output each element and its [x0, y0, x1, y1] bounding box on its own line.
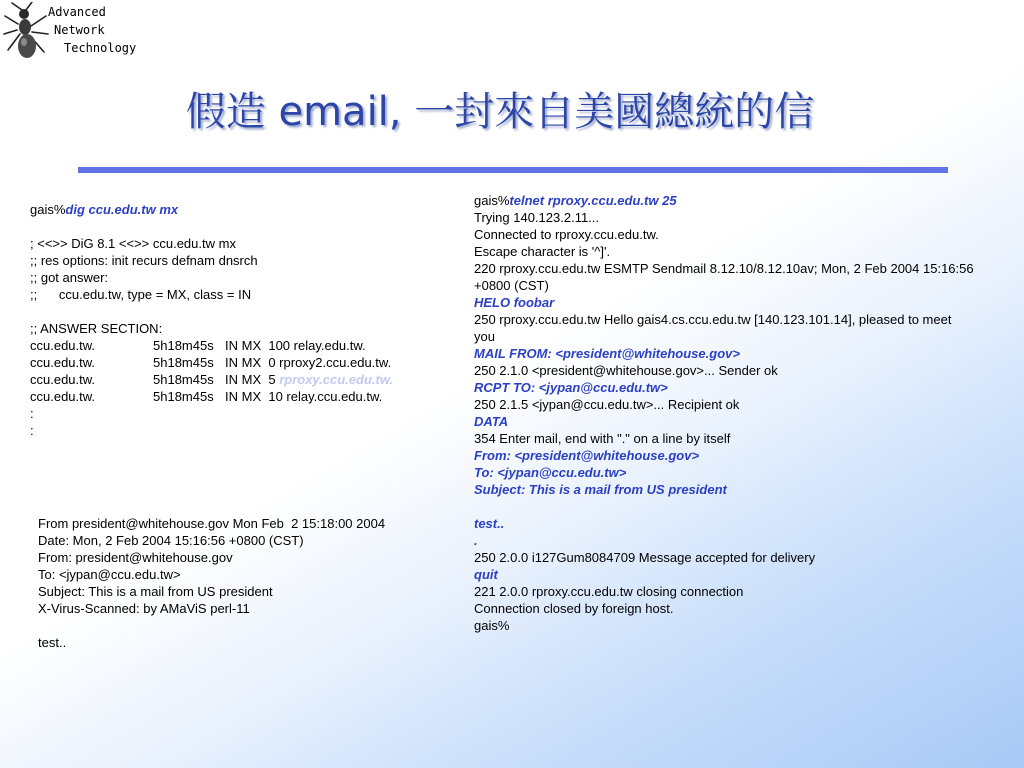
mx-rr: IN MX 0 rproxy2.ccu.edu.tw.: [225, 355, 392, 370]
logo-line-3: Technology: [64, 41, 137, 55]
smtp-response: 220 rproxy.ccu.edu.tw ESMTP Sendmail 8.12.10/8.12.10av; Mon, 2 Feb 2004 15:16:56 +0800 (CST): [474, 261, 974, 293]
smtp-response: 250 2.1.0 <president@whitehouse.gov>... Sender ok: [474, 363, 778, 378]
smtp-line: [474, 192, 974, 209]
smtp-command: Subject: This is a mail from US president: [474, 482, 727, 497]
mx-host: ccu.edu.tw.: [30, 389, 96, 404]
dig-trailing-line: :: [30, 406, 34, 421]
smtp-command: To: <jypan@ccu.edu.tw>: [474, 465, 627, 480]
title-divider: [78, 167, 948, 173]
smtp-line: [474, 294, 974, 311]
smtp-line: [474, 464, 974, 481]
logo-text: [48, 3, 136, 57]
mail-header-block: [38, 515, 385, 651]
mail-header-line: Subject: This is a mail from US president: [38, 584, 273, 599]
dig-output-block: [30, 201, 393, 439]
smtp-line: [474, 532, 974, 549]
dig-header-line: ;; ccu.edu.tw, type = MX, class = IN: [30, 287, 252, 302]
smtp-response: Connected to rproxy.ccu.edu.tw.: [474, 227, 659, 242]
smtp-response: 354 Enter mail, end with "." on a line by itself: [474, 431, 731, 446]
smtp-response: 250 2.0.0 i127Gum8084709 Message accepted for delivery: [474, 550, 816, 565]
shell-prompt: gais%: [30, 202, 66, 217]
smtp-line: [474, 447, 974, 464]
smtp-line: [474, 413, 974, 430]
mx-record-row: [30, 337, 393, 354]
smtp-line: [474, 549, 974, 566]
smtp-command: quit: [474, 567, 498, 582]
smtp-command: DATA: [474, 414, 509, 429]
mail-header-line: From: president@whitehouse.gov: [38, 550, 233, 565]
smtp-line: [474, 430, 974, 447]
logo-line-2: Network: [54, 23, 105, 37]
smtp-response: Connection closed by foreign host.: [474, 601, 674, 616]
smtp-line: [474, 515, 974, 532]
smtp-command: .: [474, 533, 478, 548]
mx-record-row: [30, 354, 393, 371]
shell-prompt: gais%: [474, 193, 510, 208]
logo: [0, 0, 140, 66]
dig-header-line: [30, 218, 393, 235]
smtp-line: [474, 311, 974, 345]
mail-header-line: To: <jypan@ccu.edu.tw>: [38, 567, 181, 582]
logo-line-1: Advanced: [48, 5, 106, 19]
mail-body-line: test..: [38, 635, 67, 650]
smtp-response: 221 2.0.0 rproxy.ccu.edu.tw closing connection: [474, 584, 744, 599]
smtp-line: [474, 481, 974, 498]
smtp-line: [474, 583, 974, 600]
smtp-line: [474, 243, 974, 260]
smtp-command: HELO foobar: [474, 295, 555, 310]
smtp-line: [474, 362, 974, 379]
smtp-response: 250 rproxy.ccu.edu.tw Hello gais4.cs.ccu.edu.tw [140.123.101.14], pleased to meet you: [474, 312, 952, 344]
dig-command-line: [30, 201, 393, 218]
mail-header-line: From president@whitehouse.gov Mon Feb 2 15:18:00 2004: [38, 516, 386, 531]
smtp-line: [474, 379, 974, 396]
dig-trailing-line: :: [30, 423, 34, 438]
mail-header-line: X-Virus-Scanned: by AMaViS perl-11: [38, 601, 250, 616]
mx-rr: IN MX 5: [225, 372, 280, 387]
dig-command: dig ccu.edu.tw mx: [65, 202, 179, 217]
dig-header-line: ;; res options: init recurs defnam dnsrch: [30, 253, 258, 268]
smtp-line: [474, 226, 974, 243]
smtp-command: test..: [474, 516, 505, 531]
smtp-line: [474, 396, 974, 413]
mx-rr: IN MX 100 relay.edu.tw.: [225, 338, 366, 353]
smtp-command: MAIL FROM: <president@whitehouse.gov>: [474, 346, 740, 361]
smtp-command: RCPT TO: <jypan@ccu.edu.tw>: [474, 380, 668, 395]
slide-title: 假造 email, 一封來自美國總統的信: [185, 89, 815, 135]
smtp-response: Escape character is '^]'.: [474, 244, 611, 259]
mx-record-row: [30, 388, 393, 405]
smtp-response: Trying 140.123.2.11...: [474, 210, 600, 225]
mx-host: ccu.edu.tw.: [30, 338, 96, 353]
smtp-command: telnet rproxy.ccu.edu.tw 25: [509, 193, 677, 208]
smtp-line: [474, 566, 974, 583]
smtp-line: [474, 498, 974, 515]
mx-rr: IN MX 10 relay.ccu.edu.tw.: [225, 389, 383, 404]
smtp-command: From: <president@whitehouse.gov>: [474, 448, 700, 463]
mx-host: ccu.edu.tw.: [30, 355, 96, 370]
mx-ttl: 5h18m45s: [153, 355, 214, 370]
ant-icon: [2, 2, 52, 64]
smtp-line: [474, 617, 974, 634]
mx-ttl: 5h18m45s: [153, 338, 214, 353]
smtp-line: [474, 260, 974, 294]
mx-record-row: [30, 371, 393, 388]
mx-host: ccu.edu.tw.: [30, 372, 96, 387]
smtp-line: [474, 345, 974, 362]
dig-header-line: [30, 303, 393, 320]
dig-header-line: ;; ANSWER SECTION:: [30, 321, 163, 336]
mail-header-line: Date: Mon, 2 Feb 2004 15:16:56 +0800 (CST): [38, 533, 304, 548]
mail-header-line: [38, 617, 385, 634]
smtp-response: 250 2.1.5 <jypan@ccu.edu.tw>... Recipient ok: [474, 397, 740, 412]
dig-header-line: ; <<>> DiG 8.1 <<>> ccu.edu.tw mx: [30, 236, 236, 251]
mx-ttl: 5h18m45s: [153, 372, 214, 387]
mx-faded-host: rproxy.ccu.edu.tw.: [279, 372, 394, 387]
dig-header-line: ;; got answer:: [30, 270, 109, 285]
smtp-line: [474, 209, 974, 226]
mx-ttl: 5h18m45s: [153, 389, 214, 404]
smtp-line: [474, 600, 974, 617]
smtp-session-block: [474, 192, 974, 634]
smtp-response: gais%: [474, 618, 510, 633]
